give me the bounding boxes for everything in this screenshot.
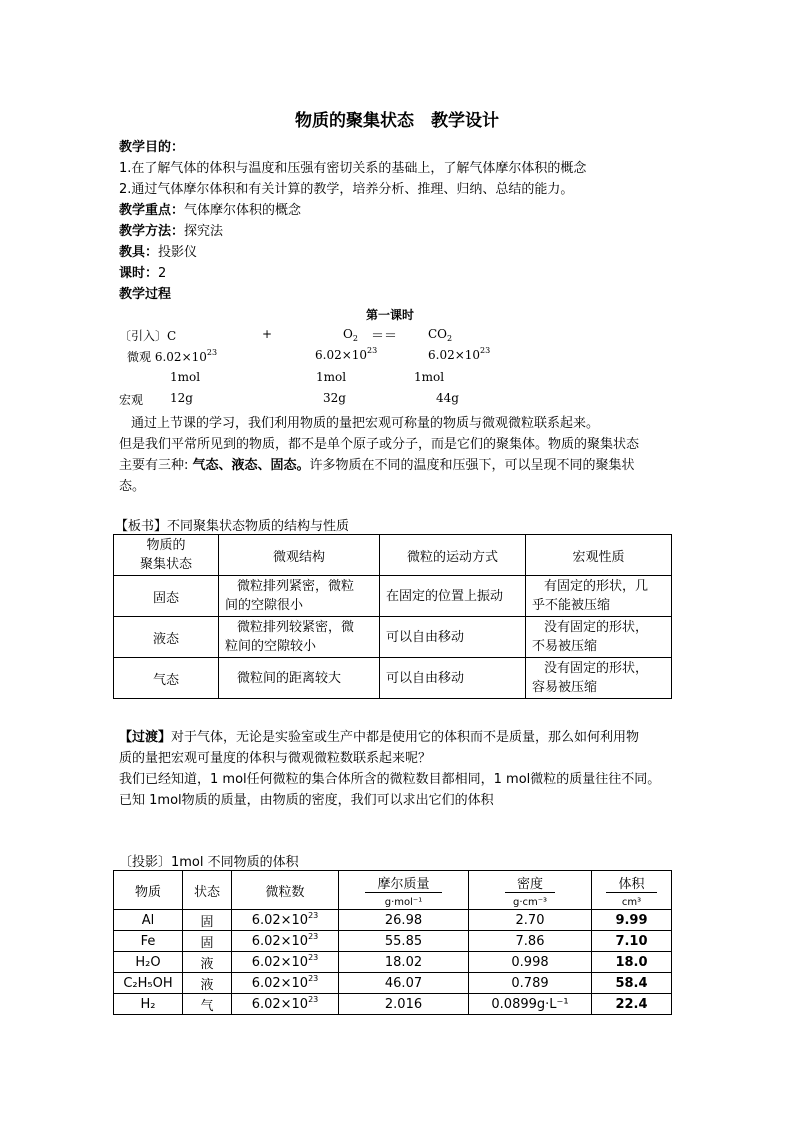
lesson-heading: 第一课时 <box>366 308 415 322</box>
mass-o2: 32g <box>323 391 346 405</box>
mol-c: 1mol <box>170 370 201 384</box>
equation-o2: $O_2$ <box>343 327 358 343</box>
focus-label: 教学重点： <box>119 203 185 218</box>
transition-line-4: 已知 1mol物质的质量，由物质的密度，我们可以求出它们的体积 <box>119 793 494 808</box>
header-state: 物质的 聚集状态 <box>114 535 219 576</box>
volume-table <box>113 870 672 1015</box>
density-cell: 0.789 <box>469 973 592 994</box>
tools-value: 投影仪 <box>158 245 198 260</box>
count-cell: $6.02\times 10^{23}$ <box>232 931 339 952</box>
header-motion: 微粒的运动方式 <box>380 535 526 576</box>
state-cell: 液 <box>183 952 232 973</box>
molar-mass-cell: 55.85 <box>339 931 469 952</box>
motion-cell: 在固定的位置上振动 <box>380 576 526 617</box>
method-value: 探究法 <box>184 224 224 239</box>
micro-cell: 微粒排列较紧密，微 粒间的空隙较小 <box>219 617 380 658</box>
table-row <box>114 973 672 994</box>
substance-cell: H₂O <box>114 952 183 973</box>
process-heading: 教学过程 <box>119 287 172 302</box>
hours-value: 2 <box>158 266 167 281</box>
mol-o2: 1mol <box>316 370 347 384</box>
molar-mass-cell: 46.07 <box>339 973 469 994</box>
density-cell: 0.0899g·L⁻¹ <box>469 994 592 1015</box>
table-header-row <box>114 535 672 576</box>
substance-cell: Al <box>114 910 183 931</box>
equation-plus: + <box>262 327 273 341</box>
volume-cell: 7.10 <box>592 931 672 952</box>
state-cell: 固 <box>183 910 232 931</box>
board-caption: 【板书】不同聚集状态物质的结构与性质 <box>115 519 350 534</box>
hours-label: 课时： <box>119 266 159 281</box>
macro-cell: 没有固定的形状， 容易被压缩 <box>526 658 672 699</box>
micro-row: 微观 $6.02\times 10^{23}$ <box>127 348 218 364</box>
count-cell: $6.02\times 10^{23}$ <box>232 952 339 973</box>
equation-intro: 〔引入〕C <box>119 329 177 343</box>
header-state: 状态 <box>183 871 232 910</box>
count-cell: $6.02\times 10^{23}$ <box>232 994 339 1015</box>
header-count: 微粒数 <box>232 871 339 910</box>
molar-mass-cell: 2.016 <box>339 994 469 1015</box>
objectives-heading: 教学目的： <box>119 140 185 155</box>
transition-line-2: 质的量把宏观可量度的体积与微观微粒数联系起来呢？ <box>119 751 432 766</box>
substance-cell: H₂ <box>114 994 183 1015</box>
state-cell: 液态 <box>114 617 219 658</box>
micro-cell: 微粒排列紧密，微粒 间的空隙很小 <box>219 576 380 617</box>
header-density: 密度 g·cm⁻³ <box>469 871 592 910</box>
macro-cell: 没有固定的形状， 不易被压缩 <box>526 617 672 658</box>
macro-cell: 有固定的形状，几 乎不能被压缩 <box>526 576 672 617</box>
state-cell: 固 <box>183 931 232 952</box>
density-cell: 7.86 <box>469 931 592 952</box>
paragraph-1: 通过上节课的学习，我们利用物质的量把宏观可称量的物质与微观微粒联系起来。 <box>131 416 600 431</box>
tools-line <box>119 243 197 263</box>
state-cell: 固态 <box>114 576 219 617</box>
objective-1: 1.在了解气体的体积与温度和压强有密切关系的基础上，了解气体摩尔体积的概念 <box>119 161 587 176</box>
paragraph-3: 主要有三种: 气态、液态、固态。许多物质在不同的温度和压强下，可以呈现不同的聚集状 <box>119 458 635 473</box>
table-row <box>114 994 672 1015</box>
method-line <box>119 222 223 242</box>
table-row <box>114 576 672 617</box>
transition-line-1: 【过渡】对于气体，无论是实验室或生产中都是使用它的体积而不是质量，那么如何利用物 <box>119 730 640 745</box>
focus-value: 气体摩尔体积的概念 <box>184 203 302 218</box>
table-row <box>114 658 672 699</box>
paragraph-4: 态。 <box>119 479 146 494</box>
state-cell: 气态 <box>114 658 219 699</box>
micro-cell: 微粒间的距离较大 <box>219 658 380 699</box>
density-cell: 0.998 <box>469 952 592 973</box>
micro-co2: $6.02\times 10^{23}$ <box>428 346 491 362</box>
volume-cell: 22.4 <box>592 994 672 1015</box>
mass-co2: 44g <box>436 391 459 405</box>
focus-line <box>119 201 301 221</box>
tools-label: 教具： <box>119 245 159 260</box>
volume-cell: 58.4 <box>592 973 672 994</box>
state-cell: 气 <box>183 994 232 1015</box>
count-cell: $6.02\times 10^{23}$ <box>232 973 339 994</box>
equation-equals: ＝＝ <box>371 329 398 344</box>
hours-line <box>119 264 166 284</box>
table-row <box>114 910 672 931</box>
count-cell: $6.02\times 10^{23}$ <box>232 910 339 931</box>
projection-caption: 〔投影〕1mol 不同物质的体积 <box>119 855 299 870</box>
volume-cell: 9.99 <box>592 910 672 931</box>
method-label: 教学方法： <box>119 224 185 239</box>
page-title: 物质的聚集状态 教学设计 <box>295 111 499 131</box>
mol-co2: 1mol <box>414 370 445 384</box>
table-row <box>114 931 672 952</box>
state-cell: 液 <box>183 973 232 994</box>
motion-cell: 可以自由移动 <box>380 617 526 658</box>
header-macro: 宏观性质 <box>526 535 672 576</box>
molar-mass-cell: 26.98 <box>339 910 469 931</box>
paragraph-2: 但是我们平常所见到的物质，都不是单个原子或分子，而是它们的聚集体。物质的聚集状态 <box>119 437 640 452</box>
micro-o2: $6.02\times 10^{23}$ <box>315 346 378 362</box>
header-micro: 微观结构 <box>219 535 380 576</box>
equation-co2: $CO_2$ <box>428 327 453 343</box>
header-molar-mass: 摩尔质量 g·mol⁻¹ <box>339 871 469 910</box>
volume-cell: 18.0 <box>592 952 672 973</box>
density-cell: 2.70 <box>469 910 592 931</box>
substance-cell: C₂H₅OH <box>114 973 183 994</box>
substance-cell: Fe <box>114 931 183 952</box>
macro-label: 宏观 <box>119 393 144 407</box>
table-header-row <box>114 871 672 910</box>
transition-line-3: 我们已经知道，1 mol任何微粒的集合体所含的微粒数目都相同，1 mol微粒的质量往往不同。 <box>119 772 661 787</box>
objective-2: 2.通过气体摩尔体积和有关计算的教学，培养分析、推理、归纳、总结的能力。 <box>119 182 574 197</box>
structure-table <box>113 534 672 699</box>
motion-cell: 可以自由移动 <box>380 658 526 699</box>
header-volume: 体积 cm³ <box>592 871 672 910</box>
header-substance: 物质 <box>114 871 183 910</box>
mass-c: 12g <box>170 391 193 405</box>
table-row <box>114 952 672 973</box>
molar-mass-cell: 18.02 <box>339 952 469 973</box>
table-row <box>114 617 672 658</box>
